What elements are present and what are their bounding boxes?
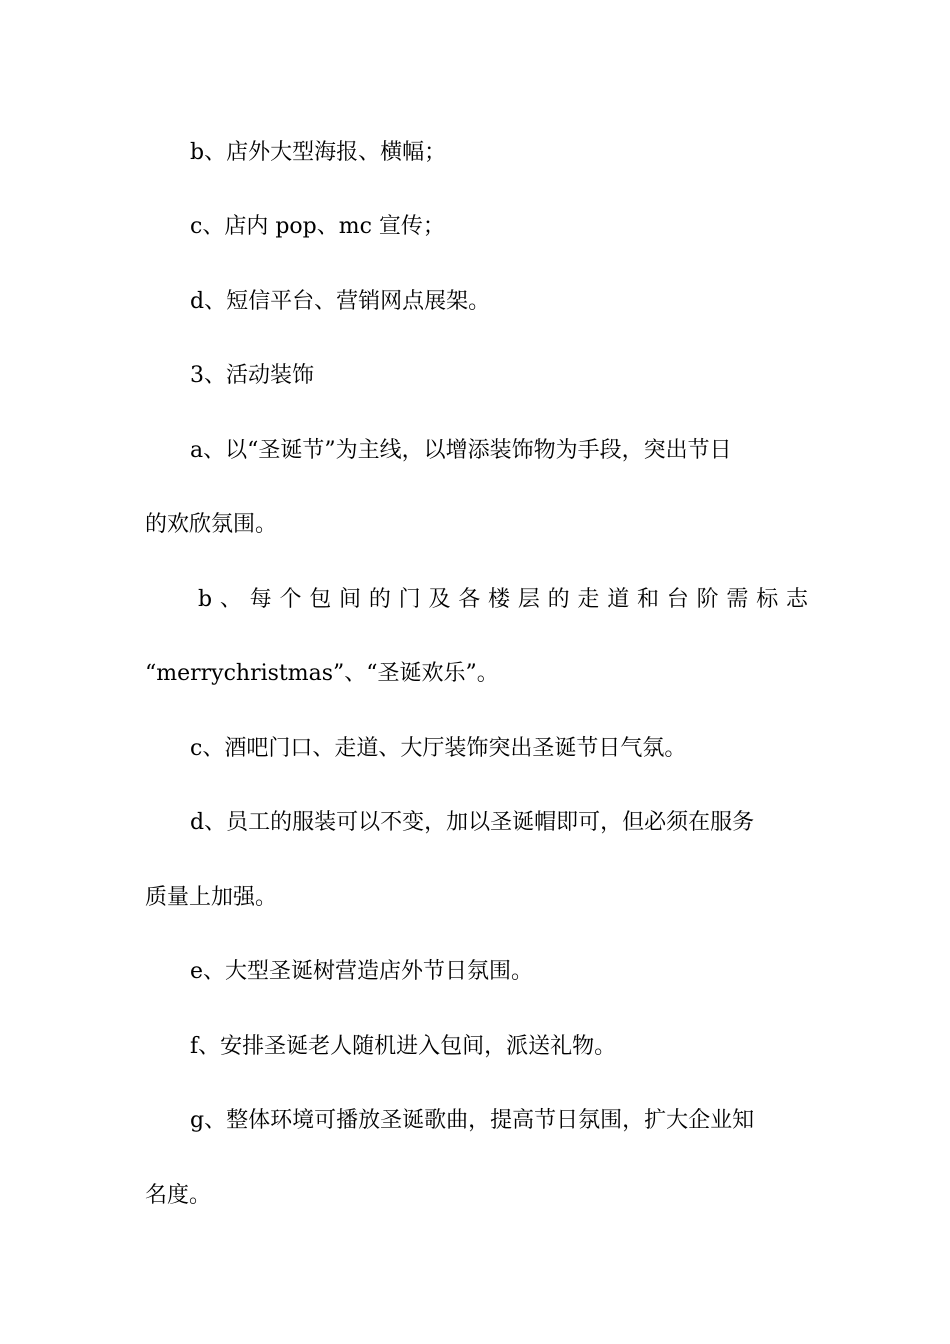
item-e-christmas-tree: e、大型圣诞树营造店外节日氛围。	[190, 959, 534, 984]
item-f-santa: f、安排圣诞老人随机进入包间，派送礼物。	[190, 1034, 617, 1059]
item-a-theme-line2: 的欢欣氛围。	[145, 512, 278, 537]
item-a-theme-line1: a、以“圣诞节”为主线，以增添装饰物为手段，突出节日	[190, 438, 732, 463]
item-b-rooms-line2: “merrychristmas”、“圣诞欢乐”。	[145, 661, 499, 686]
item-d-staff-line2: 质量上加强。	[145, 885, 278, 910]
item-c-indoor-pop: c、店内 pop、mc 宣传；	[190, 214, 445, 239]
item-d-staff-line1: d、员工的服装可以不变，加以圣诞帽即可，但必须在服务	[190, 810, 755, 835]
item-b-outdoor-posters: b、店外大型海报、横幅；	[190, 140, 447, 165]
item-g-music-line2: 名度。	[145, 1183, 212, 1208]
section-heading-decoration: 3、活动装饰	[190, 363, 314, 388]
item-g-music-line1: g、整体环境可播放圣诞歌曲，提高节日氛围，扩大企业知	[190, 1108, 755, 1133]
item-d-sms-platform: d、短信平台、营销网点展架。	[190, 289, 491, 314]
item-b-rooms-line1: b、每个包间的门及各楼层的走道和台阶需标志	[198, 587, 808, 612]
item-c-bar-entrance: c、酒吧门口、走道、大厅装饰突出圣诞节日气氛。	[190, 736, 687, 761]
